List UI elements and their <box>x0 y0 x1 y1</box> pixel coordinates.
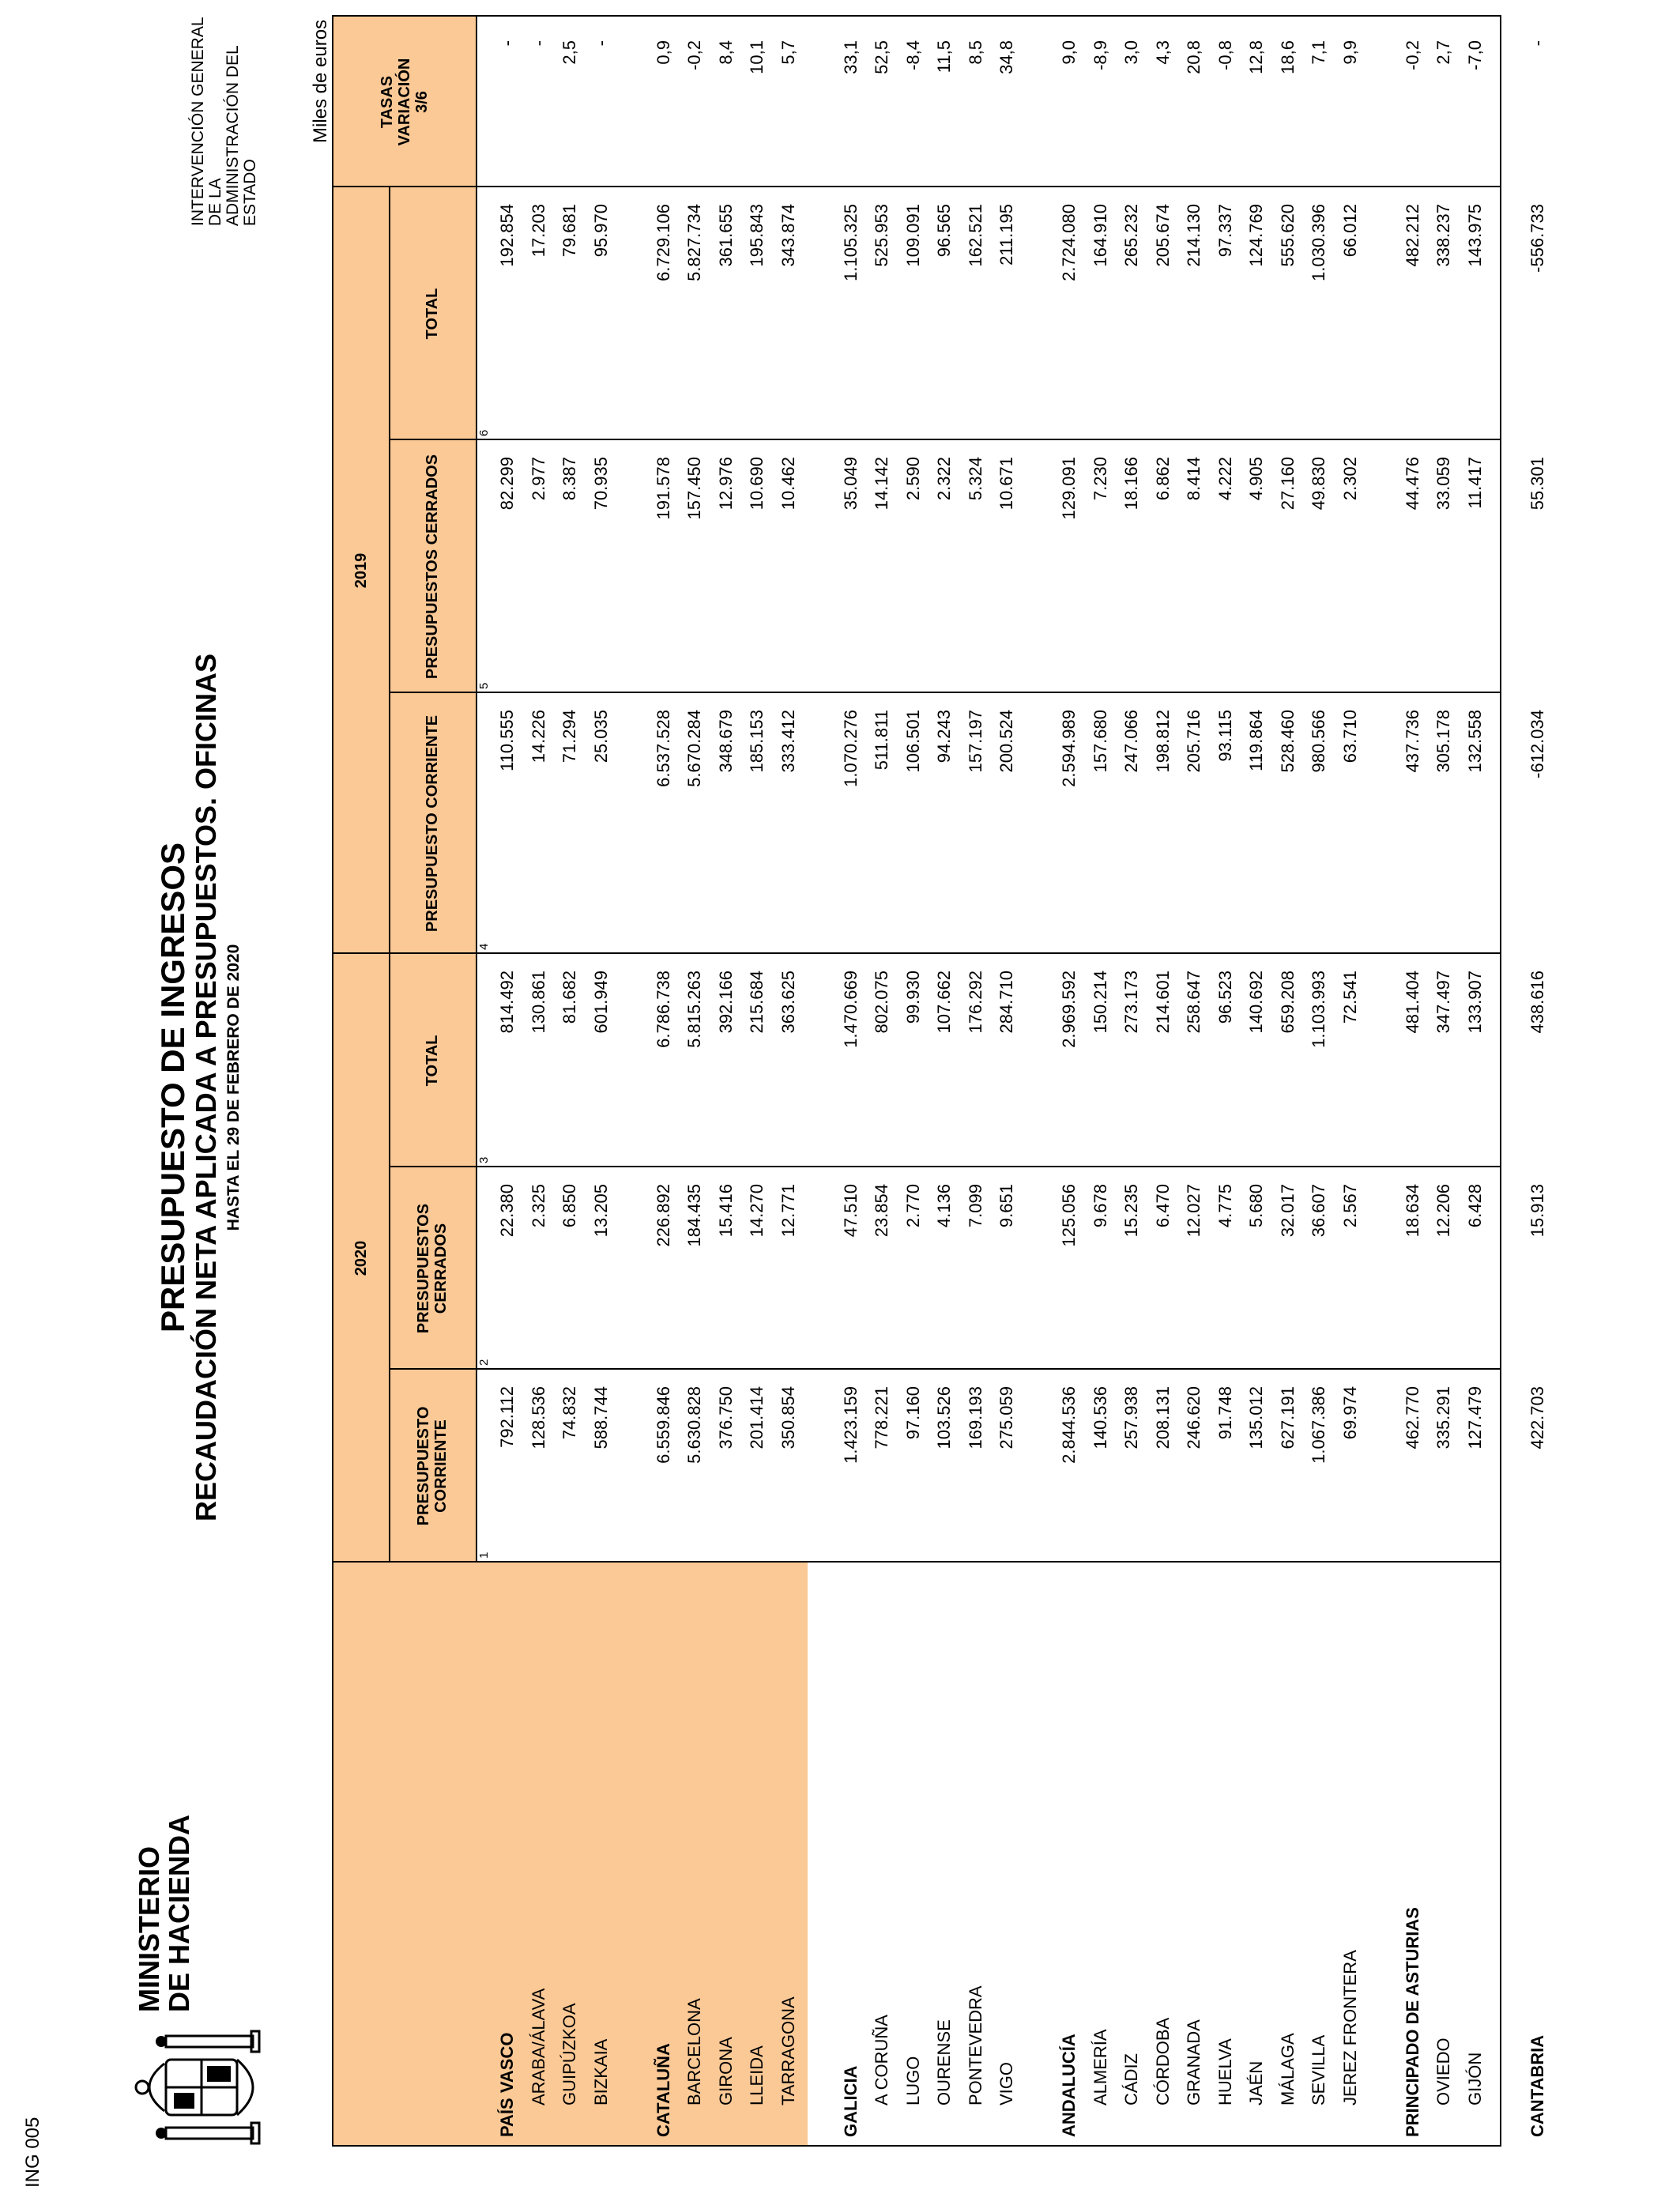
rate-cell: 5,7 <box>778 40 798 65</box>
value-cell: 103.526 <box>934 1386 954 1449</box>
value-cell: 5.670.284 <box>684 710 704 787</box>
value-cell: 363.625 <box>778 971 798 1034</box>
value-cell: 132.558 <box>1464 710 1485 773</box>
office-label: CÁDIZ <box>1121 2053 1141 2105</box>
value-cell: 94.243 <box>934 710 954 763</box>
rate-cell: - <box>1527 40 1547 47</box>
ministry-line-1: MINISTERIO <box>133 1845 165 2012</box>
value-cell: 265.232 <box>1121 204 1141 267</box>
value-cell: 192.854 <box>497 204 517 267</box>
value-cell: 2.567 <box>1339 1184 1360 1228</box>
rate-cell: -7,0 <box>1464 40 1485 70</box>
value-cell: 12.771 <box>778 1184 798 1238</box>
value-cell: 9.678 <box>1090 1184 1110 1228</box>
value-cell: 79.681 <box>559 204 579 258</box>
rate-cell: -8,9 <box>1090 40 1110 70</box>
rate-cell: 11,5 <box>934 40 954 74</box>
value-cell: 601.949 <box>590 971 611 1034</box>
rate-cell: 33,1 <box>840 40 861 74</box>
value-cell: 97.160 <box>902 1386 923 1440</box>
value-cell: 164.910 <box>1090 204 1110 267</box>
column-number: 1 <box>477 1551 491 1559</box>
value-cell: 5.680 <box>1246 1184 1266 1228</box>
value-cell: 814.492 <box>497 971 517 1034</box>
value-cell: 284.710 <box>996 971 1016 1034</box>
rate-cell: 8,4 <box>715 40 736 65</box>
value-cell: 63.710 <box>1339 710 1360 763</box>
value-cell: 72.541 <box>1339 971 1360 1024</box>
igae-line-2: ADMINISTRACIÓN DEL ESTADO <box>224 46 259 226</box>
rate-cell: -0,8 <box>1215 40 1235 70</box>
value-cell: -556.733 <box>1527 204 1547 273</box>
value-cell: 1.070.276 <box>840 710 861 787</box>
column-number: 5 <box>477 682 491 689</box>
value-cell: 2.724.080 <box>1059 204 1079 281</box>
value-cell: 17.203 <box>528 204 548 258</box>
header-2020-corriente: PRESUPUESTO CORRIENTE <box>389 1370 476 1563</box>
value-cell: 1.103.993 <box>1309 971 1328 1048</box>
ministry-name <box>134 1815 194 2012</box>
value-cell: 205.716 <box>1184 710 1203 773</box>
value-cell: 6.862 <box>1152 457 1173 501</box>
value-cell: 12.206 <box>1433 1184 1453 1238</box>
value-cell: 275.059 <box>996 1386 1016 1449</box>
value-cell: 422.703 <box>1527 1386 1547 1449</box>
value-cell: 13.205 <box>590 1184 611 1238</box>
value-cell: 109.091 <box>902 204 923 267</box>
value-cell: 6.729.106 <box>653 204 673 281</box>
value-cell: 91.748 <box>1215 1386 1235 1440</box>
value-cell: 482.212 <box>1402 204 1422 267</box>
rate-cell: -0,2 <box>1402 40 1422 70</box>
value-cell: 162.521 <box>965 204 985 267</box>
value-cell: 7.099 <box>965 1184 985 1228</box>
office-label: ARABA/ÁLAVA <box>528 1988 548 2105</box>
value-cell: 128.536 <box>528 1386 548 1449</box>
rate-cell: 34,8 <box>996 40 1016 74</box>
value-cell: 23.854 <box>872 1184 891 1238</box>
value-cell: 15.235 <box>1121 1184 1141 1238</box>
value-cell: 6.850 <box>559 1184 579 1228</box>
value-cell: 205.674 <box>1152 204 1173 267</box>
value-cell: 8.387 <box>559 457 579 501</box>
office-label: LUGO <box>902 2056 923 2105</box>
rate-cell: 9,9 <box>1339 40 1360 65</box>
column-number: 3 <box>477 1156 491 1163</box>
rate-cell: - <box>528 40 548 47</box>
value-cell: 14.142 <box>872 457 891 511</box>
document-code: ING 005 <box>22 2117 43 2188</box>
value-cell: 6.537.528 <box>653 710 673 787</box>
value-cell: 195.843 <box>747 204 767 267</box>
date-line: HASTA EL 29 DE FEBRERO DE 2020 <box>224 944 243 1231</box>
value-cell: 18.166 <box>1121 457 1141 511</box>
value-cell: 35.049 <box>840 457 861 511</box>
rate-cell: 52,5 <box>872 40 891 74</box>
value-cell: 184.435 <box>684 1184 704 1247</box>
ministry-line-2: DE HACIENDA <box>163 1814 195 2012</box>
value-cell: 215.684 <box>747 971 767 1034</box>
value-cell: 2.969.592 <box>1059 971 1079 1048</box>
value-cell: 1.105.325 <box>840 204 861 281</box>
value-cell: 106.501 <box>902 710 923 773</box>
value-cell: 5.324 <box>965 457 985 501</box>
value-cell: 14.226 <box>528 710 548 763</box>
value-cell: 6.559.846 <box>653 1386 673 1464</box>
region-label: GALICIA <box>840 2065 861 2137</box>
value-cell: 157.197 <box>965 710 985 773</box>
value-cell: 555.620 <box>1277 204 1298 267</box>
office-label: A CORUÑA <box>872 2015 891 2105</box>
value-cell: 15.416 <box>715 1184 736 1238</box>
value-cell: 130.861 <box>528 971 548 1034</box>
rate-cell: -8,4 <box>902 40 923 70</box>
units-label: Miles de euros <box>310 19 331 143</box>
office-label: SEVILLA <box>1309 2034 1328 2105</box>
value-cell: 96.523 <box>1215 971 1235 1024</box>
value-cell: 11.417 <box>1464 457 1485 509</box>
rate-cell: 0,9 <box>653 40 673 65</box>
value-cell: 4.905 <box>1246 457 1266 501</box>
header-year-2020: 2020 <box>333 954 389 1563</box>
value-cell: 2.302 <box>1339 457 1360 501</box>
page-subtitle: RECAUDACIÓN NETA APLICADA A PRESUPUESTOS. OFICINAS <box>190 653 222 1522</box>
value-cell: 525.953 <box>872 204 891 267</box>
value-cell: 99.930 <box>902 971 923 1024</box>
value-cell: 49.830 <box>1309 457 1328 511</box>
office-label: JEREZ FRONTERA <box>1339 1950 1360 2105</box>
header-2019-corriente: PRESUPUESTO CORRIENTE <box>389 693 476 954</box>
value-cell: 97.337 <box>1215 204 1235 258</box>
region-label: CANTABRIA <box>1527 2034 1547 2137</box>
value-cell: 9.651 <box>996 1184 1016 1228</box>
value-cell: 25.035 <box>590 710 611 763</box>
value-cell: 4.222 <box>1215 457 1235 501</box>
value-cell: 157.680 <box>1090 710 1110 773</box>
value-cell: 1.423.159 <box>840 1386 861 1464</box>
value-cell: 348.679 <box>715 710 736 773</box>
office-label: BIZKAIA <box>590 2038 611 2105</box>
rate-cell: 12,8 <box>1246 40 1266 74</box>
value-cell: 273.173 <box>1121 971 1141 1034</box>
value-cell: 2.594.989 <box>1059 710 1079 787</box>
value-cell: 93.115 <box>1215 710 1235 762</box>
value-cell: 47.510 <box>840 1184 861 1238</box>
value-cell: 12.027 <box>1184 1184 1203 1238</box>
value-cell: 792.112 <box>497 1386 517 1448</box>
value-cell: 96.565 <box>934 204 954 258</box>
page-title: PRESUPUESTO DE INGRESOS <box>154 842 191 1333</box>
value-cell: 191.578 <box>653 457 673 520</box>
value-cell: 214.130 <box>1184 204 1203 267</box>
rate-cell: 4,3 <box>1152 40 1173 65</box>
value-cell: 185.153 <box>747 710 767 773</box>
office-label: VIGO <box>996 2061 1016 2105</box>
office-label: OURENSE <box>934 2019 954 2105</box>
value-cell: 198.812 <box>1152 710 1173 773</box>
value-cell: 980.566 <box>1309 710 1328 773</box>
value-cell: 81.682 <box>559 971 579 1024</box>
rate-cell: 20,8 <box>1184 40 1203 74</box>
value-cell: 32.017 <box>1277 1184 1298 1238</box>
column-number: 4 <box>477 943 491 950</box>
value-cell: 208.131 <box>1152 1386 1173 1449</box>
office-label: ALMERÍA <box>1090 2029 1110 2105</box>
rate-cell: 9,0 <box>1059 40 1079 65</box>
header-2020-total: TOTAL <box>389 954 476 1167</box>
value-cell: 27.160 <box>1277 457 1298 511</box>
value-cell: 2.590 <box>902 457 923 501</box>
value-cell: 335.291 <box>1433 1386 1453 1449</box>
value-cell: 176.292 <box>965 971 985 1034</box>
value-cell: 71.294 <box>559 710 579 763</box>
value-cell: 437.736 <box>1402 710 1422 773</box>
rate-cell: 7,1 <box>1309 40 1328 65</box>
value-cell: 157.450 <box>684 457 704 520</box>
value-cell: 95.970 <box>590 204 611 258</box>
office-label: PONTEVEDRA <box>965 1985 985 2105</box>
value-cell: 74.832 <box>559 1386 579 1440</box>
value-cell: 333.412 <box>778 710 798 773</box>
value-cell: 5.815.263 <box>684 971 704 1048</box>
value-cell: 200.524 <box>996 710 1016 773</box>
rate-cell: 18,6 <box>1277 40 1298 74</box>
coat-of-arms-icon <box>119 2028 292 2147</box>
value-cell: 119.864 <box>1246 710 1266 771</box>
value-cell: 169.193 <box>965 1386 985 1449</box>
value-cell: 110.555 <box>497 710 517 771</box>
value-cell: 36.607 <box>1309 1184 1328 1238</box>
value-cell: 55.301 <box>1527 457 1547 511</box>
region-label: ANDALUCÍA <box>1059 2034 1079 2137</box>
office-label: GIJÓN <box>1464 2052 1485 2105</box>
value-cell: 107.662 <box>934 971 954 1034</box>
value-cell: 350.854 <box>778 1386 798 1449</box>
header-2019-total: TOTAL <box>389 187 476 440</box>
value-cell: 481.404 <box>1402 971 1422 1034</box>
igae-header <box>190 0 259 226</box>
office-label: OVIEDO <box>1433 2038 1453 2105</box>
office-label: BARCELONA <box>684 1998 704 2105</box>
value-cell: 2.325 <box>528 1184 548 1228</box>
value-cell: 143.975 <box>1464 204 1485 267</box>
value-cell: 5.630.828 <box>684 1386 704 1464</box>
region-label: PRINCIPADO DE ASTURIAS <box>1402 1907 1422 2137</box>
rate-cell: 8,5 <box>965 40 985 65</box>
value-cell: 659.208 <box>1277 971 1298 1034</box>
value-cell: 343.874 <box>778 204 798 267</box>
value-cell: 10.671 <box>996 457 1016 511</box>
value-cell: 376.750 <box>715 1386 736 1449</box>
value-cell: 140.536 <box>1090 1386 1110 1449</box>
value-cell: 129.091 <box>1059 457 1079 520</box>
value-cell: 5.827.734 <box>684 204 704 281</box>
rate-cell: 3,0 <box>1121 40 1141 65</box>
value-cell: 150.214 <box>1090 971 1110 1034</box>
value-cell: 44.476 <box>1402 457 1422 511</box>
value-cell: 257.938 <box>1121 1386 1141 1449</box>
value-cell: 214.601 <box>1152 971 1173 1034</box>
value-cell: 15.913 <box>1527 1184 1547 1238</box>
value-cell: 135.012 <box>1246 1386 1266 1449</box>
value-cell: 627.191 <box>1277 1386 1298 1449</box>
value-cell: 6.428 <box>1464 1184 1485 1228</box>
value-cell: 10.690 <box>747 457 767 511</box>
value-cell: 361.655 <box>715 204 736 267</box>
office-label: TARRAGONA <box>778 1996 798 2105</box>
value-cell: 6.470 <box>1152 1184 1173 1228</box>
value-cell: 140.692 <box>1246 971 1266 1034</box>
value-cell: 511.811 <box>872 710 891 771</box>
value-cell: 305.178 <box>1433 710 1453 773</box>
value-cell: 778.221 <box>872 1386 891 1449</box>
office-label: LLEIDA <box>747 2045 767 2105</box>
value-cell: 12.976 <box>715 457 736 511</box>
value-cell: 347.497 <box>1433 971 1453 1034</box>
value-cell: 8.414 <box>1184 457 1203 501</box>
value-cell: 338.237 <box>1433 204 1453 267</box>
header-tasas: TASAS VARIACIÓN 3/6 <box>333 17 476 187</box>
value-cell: 82.299 <box>497 457 517 511</box>
value-cell: 1.067.386 <box>1309 1386 1328 1464</box>
value-cell: 14.270 <box>747 1184 767 1238</box>
rate-cell: 2,5 <box>559 40 579 65</box>
value-cell: 2.844.536 <box>1059 1386 1079 1464</box>
value-cell: 2.770 <box>902 1184 923 1228</box>
value-cell: 70.935 <box>590 457 611 511</box>
value-cell: 201.414 <box>747 1386 767 1449</box>
value-cell: 66.012 <box>1339 204 1360 258</box>
office-label: GRANADA <box>1184 2019 1203 2105</box>
value-cell: 125.056 <box>1059 1184 1079 1247</box>
value-cell: 124.769 <box>1246 204 1266 267</box>
value-cell: 69.974 <box>1339 1386 1360 1440</box>
igae-line-1: INTERVENCIÓN GENERAL DE LA <box>189 17 224 226</box>
value-cell: 2.322 <box>934 457 954 501</box>
value-cell: -612.034 <box>1527 710 1547 778</box>
office-label: JAÉN <box>1246 2060 1266 2105</box>
value-cell: 127.479 <box>1464 1386 1485 1449</box>
value-cell: 133.907 <box>1464 971 1485 1034</box>
value-cell: 33.059 <box>1433 457 1453 511</box>
region-label: CATALUÑA <box>653 2043 673 2137</box>
value-cell: 4.136 <box>934 1184 954 1228</box>
value-cell: 1.470.669 <box>840 971 861 1048</box>
value-cell: 528.460 <box>1277 710 1298 773</box>
value-cell: 438.616 <box>1527 971 1547 1034</box>
value-cell: 246.620 <box>1184 1386 1203 1449</box>
header-2020-cerrados: PRESUPUESTOS CERRADOS <box>389 1167 476 1370</box>
office-label: GIRONA <box>715 2037 736 2105</box>
value-cell: 6.786.738 <box>653 971 673 1048</box>
value-cell: 18.634 <box>1402 1184 1422 1238</box>
value-cell: 588.744 <box>590 1386 611 1449</box>
rate-cell: 10,1 <box>747 40 767 74</box>
rate-cell: 2,7 <box>1433 40 1453 65</box>
revenue-table <box>332 15 1547 2147</box>
value-cell: 247.066 <box>1121 710 1141 773</box>
header-year-2019: 2019 <box>333 187 389 954</box>
value-cell: 462.770 <box>1402 1386 1422 1449</box>
value-cell: 22.380 <box>497 1184 517 1238</box>
value-cell: 2.977 <box>528 457 548 501</box>
column-number: 6 <box>477 429 491 436</box>
rate-cell: - <box>497 40 517 47</box>
header-2019-cerrados: PRESUPUESTOS CERRADOS <box>389 440 476 693</box>
value-cell: 4.775 <box>1215 1184 1235 1228</box>
region-label: PAÍS VASCO <box>497 2032 517 2137</box>
value-cell: 7.230 <box>1090 457 1110 501</box>
value-cell: 1.030.396 <box>1309 204 1328 281</box>
office-label: CÓRDOBA <box>1152 2017 1173 2105</box>
value-cell: 392.166 <box>715 971 736 1034</box>
value-cell: 10.462 <box>778 457 798 511</box>
rate-cell: - <box>590 40 611 47</box>
value-cell: 258.647 <box>1184 971 1203 1034</box>
office-label: MÁLAGA <box>1277 2033 1298 2105</box>
column-number: 2 <box>477 1359 491 1366</box>
value-cell: 802.075 <box>872 971 891 1034</box>
rate-cell: -0,2 <box>684 40 704 70</box>
value-cell: 226.892 <box>653 1184 673 1247</box>
value-cell: 211.195 <box>996 204 1016 266</box>
office-label: GUIPÚZKOA <box>559 2003 579 2105</box>
office-label: HUELVA <box>1215 2038 1235 2105</box>
